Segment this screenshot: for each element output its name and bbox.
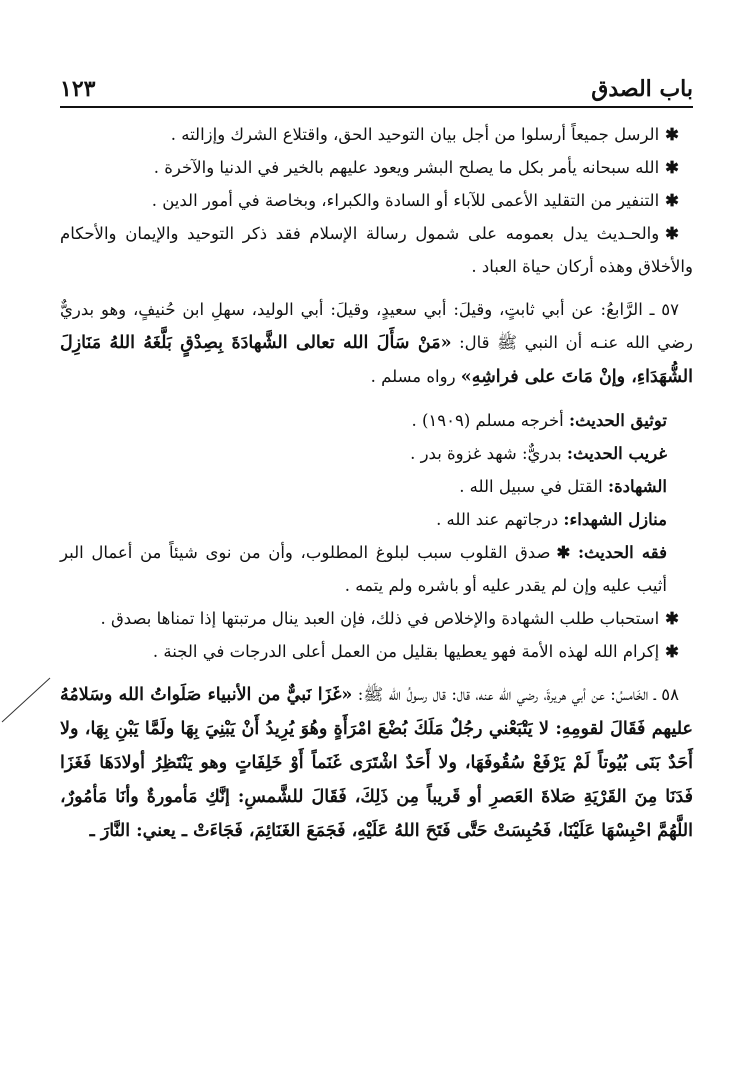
asterisk-icon: ✱ xyxy=(556,543,571,562)
note-label: منازل الشهداء: xyxy=(563,510,667,529)
hadith-58-intro: ٥٨ ـ الخَامسُ: عن أبي هريرةَ، رضي الله عنه، قال: قال رسولُ الله ﷺ: xyxy=(357,685,679,704)
bullet-item: ✱الرسل جميعاً أرسلوا من أجل بيان التوحيد الحق، واقتلاع الشرك وإزالته . xyxy=(170,125,679,144)
note-tawthiq: توثيق الحديث: أخرجه مسلم (١٩٠٩) . xyxy=(411,411,667,430)
bullet-item: ✱الله سبحانه يأمر بكل ما يصلح البشر ويعود عليهم بالخير في الدنيا والآخرة . xyxy=(153,158,679,177)
note-label: الشهادة: xyxy=(607,477,667,496)
asterisk-icon: ✱ xyxy=(665,642,679,661)
hadith-57-intro: ٥٧ ـ الرَّابعُ: عن أبي ثابتٍ، وقيلَ: أبي سعيدٍ، وقيلَ: أبي الوليد، سهلِ ابن حُنيفٍ، وهو بدريٌّ رضي الله عنـه أن النبي ﷺ قال: xyxy=(60,300,693,352)
note-shahada: الشهادة: القتل في سبيل الله . xyxy=(459,477,667,496)
page-body xyxy=(60,118,693,848)
hadith-58-text: «غَزَا نَبيٌّ من الأنبياء صَلَواتُ الله وسَلامُهُ عليهم فَقَالَ لقومِهِ: لا يَتْبَعْني رجُلٌ مَلَكَ بُضْعَ امْرَأَةٍ وهُوَ يُرِيدُ أَنْ يَبْنِيَ بِهَا ولَمَّا يَبْنِ بِهَا، ولا أَحَدٌ بَنَى بُيُوتاً لَمْ يَرْفَعْ سُقُوفَهَا، ولا أَحَدٌ اشْتَرَى غَنَماً أَوْ خَلِفَاتٍ وهو يَنْتَظِرُ أولادَهَا فَغَزَا فَدَنَا مِنَ القَرْيَةِ صَلاةَ العَصرِ أو قَريباً مِن ذَلِكَ، فَقَالَ للشَّمسِ: إنَّكِ مَأمورةٌ وأنَا مَأمُورٌ، اللَّهُمَّ احْبِسْهَا عَلَيْنَا، فَحُبِسَتْ حَتَّى فَتَحَ اللهُ عَلَيْهِ، فَجَمَعَ الغَنَائِمَ، فَجَاءَتْ ـ يعني: النَّارَ ـ xyxy=(60,685,693,841)
asterisk-icon: ✱ xyxy=(665,609,679,628)
asterisk-icon: ✱ xyxy=(665,224,679,243)
margin-pen-stroke xyxy=(0,676,52,724)
asterisk-icon: ✱ xyxy=(665,191,679,210)
asterisk-icon: ✱ xyxy=(665,158,679,177)
hadith-57-text: «مَنْ سَأَلَ الله تعالى الشَّهادَةَ بِصِدْقٍ بَلَّغَهُ اللهُ مَنَازِلَ الشُّهَدَاءِ، وإنْ مَاتَ على فراشِهِ» xyxy=(60,333,693,387)
bullet-item: ✱إكرام الله لهذه الأمة فهو يعطيها بقليل من العمل أعلى الدرجات في الجنة . xyxy=(152,642,679,661)
bullet-item: ✱والحـديث يدل بعمومه على شمول رسالة الإسلام فقد ذكر التوحيد والإيمان والأحكام والأخلاق وهذه أركان حياة العباد . xyxy=(60,224,693,276)
chapter-title: باب الصدق xyxy=(591,76,693,102)
note-fiqh: فقه الحديث: ✱صدق القلوب سبب لبلوغ المطلوب، وأن من نوى شيئاً من أعمال البر أثيب عليه وإن لم يقدر عليه أو باشره ولم يتمه . xyxy=(60,543,667,595)
bullet-item: ✱التنفير من التقليد الأعمى للآباء أو السادة والكبراء، وبخاصة في أمور الدين . xyxy=(151,191,679,210)
note-gharib: غريب الحديث: بدريٌّ: شهد غزوة بدر . xyxy=(410,444,667,463)
hadith-57 xyxy=(60,293,693,394)
page-number: ١٢٣ xyxy=(60,76,96,102)
asterisk-icon: ✱ xyxy=(665,125,679,144)
note-label: فقه الحديث: xyxy=(577,543,667,562)
note-manazil: منازل الشهداء: درجاتهم عند الله . xyxy=(436,510,667,529)
note-label: غريب الحديث: xyxy=(566,444,667,463)
hadith-58 xyxy=(60,678,693,848)
bullet-item: ✱استحباب طلب الشهادة والإخلاص في ذلك، فإن العبد ينال مرتبتها إذا تمناها بصدق . xyxy=(100,609,679,628)
hadith-57-source: رواه مسلم . xyxy=(370,367,456,386)
header-rule xyxy=(60,106,693,108)
note-label: توثيق الحديث: xyxy=(568,411,667,430)
page-header xyxy=(60,68,693,102)
